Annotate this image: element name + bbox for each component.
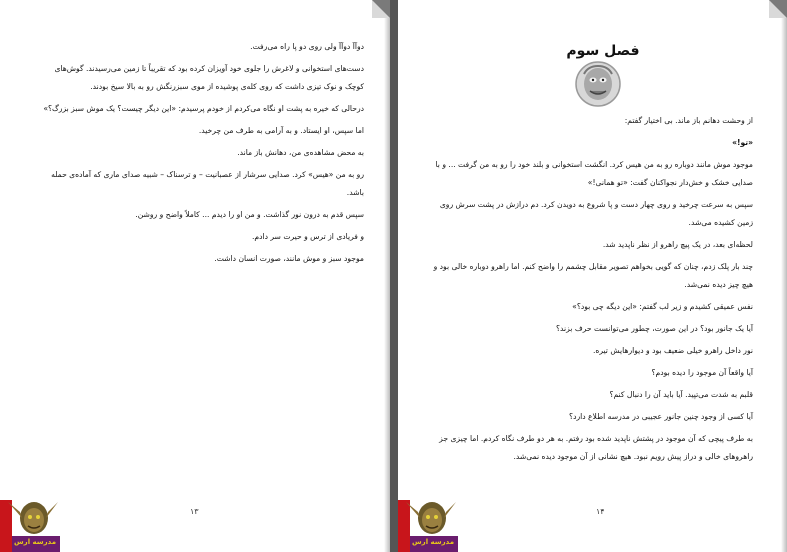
- paragraph: قلبم به شدت می‌تپید. آیا باید آن را دنبال کنم؟: [609, 390, 753, 399]
- paragraph: سپس قدم به درون نور گذاشت. و من او را دیدم ... کاملاً واضح و روشن.: [135, 210, 364, 219]
- paragraph: موجود موش مانند دوباره رو به من هیس کرد. انگشت استخوانی و بلند خود را رو به من گرفت ... و با صدایی خشک و خش‌دار نجواکنان گفت: «تو همانی!»: [435, 160, 753, 187]
- paragraph: لحظه‌ای بعد، در یک پیچ راهرو از نظر ناپدید شد.: [602, 240, 753, 249]
- paragraph: آیا کسی از وجود چنین جانور عجیبی در مدرسه اطلاع دارد؟: [569, 412, 753, 421]
- paragraph: نفس عمیقی کشیدم و زیر لب گفتم: «این دیگه چی بود؟»: [572, 302, 753, 311]
- chapter-title: فصل سوم: [566, 43, 640, 59]
- paragraph: درحالی که خیره به پشت او نگاه می‌کردم از خودم پرسیدم: «این دیگر چیست؟ یک موش سبز بزرگ؟»: [43, 104, 364, 113]
- page-corner-fold: [769, 0, 787, 18]
- right-page: [398, 0, 787, 552]
- paragraph: چند بار پلک زدم، چنان که گویی بخواهم تصویر مقابل چشمم را واضح کنم. اما راهرو دوباره خالی بود و هیچ چیز دیده نمی‌شد.: [433, 262, 753, 289]
- paragraph: آیا واقعاً آن موجود را دیده بودم؟: [651, 368, 753, 377]
- paragraph: به طرف پیچی که آن موجود در پشتش ناپدید شده بود رفتم. به هر دو طرف نگاه کردم. اما چیزی جز راهروهای خالی و دراز پیش رویم نبود. هیچ نشانی از آن موجود دیده نمی‌شد.: [439, 434, 753, 461]
- page-number: ۱۳: [190, 507, 199, 516]
- left-page: [0, 0, 390, 552]
- paragraph: رو به من «هیس» کرد. صدایی سرشار از عصبانیت – و ترسناک – شبیه صدای ماری که آماده‌ی حمله باشد.: [51, 170, 364, 197]
- paragraph: دست‌های استخوانی و لاغرش را جلوی خود آویزان کرده بود که تقریباً تا زمین می‌رسیدند. گوش‌های کوچک و نوک تیزی داشت که روی کله‌ی پوشیده از موی سبزرنگش رو به بالا سیخ بودند.: [54, 64, 364, 91]
- paragraph: آیا یک جانور بود؟ در این صورت، چطور می‌توانست حرف بزند؟: [555, 324, 753, 333]
- paragraph: از وحشت دهانم باز ماند. بی اختیار گفتم:: [624, 116, 753, 125]
- right-page-text: [428, 112, 753, 470]
- page-corner-fold: [372, 0, 390, 18]
- paragraph: اما سپس، او ایستاد. و به آرامی به طرف من چرخید.: [198, 126, 364, 135]
- page-number: ۱۴: [596, 507, 605, 516]
- logo-text: مدرسه ارس: [412, 538, 455, 546]
- creature-face-icon: [574, 60, 622, 108]
- logo-text: مدرسه ارس: [14, 538, 57, 546]
- paragraph: دوآآ دوآآ ولی روی دو پا راه می‌رفت.: [250, 42, 364, 51]
- paragraph: موجود سبز و موش مانند، صورت انسان داشت.: [214, 254, 364, 263]
- paragraph: و فریادی از ترس و حیرت سر دادم.: [251, 232, 364, 241]
- book-spine: [390, 0, 398, 552]
- paragraph: نور داخل راهرو خیلی ضعیف بود و دیوارهایش تیره.: [592, 346, 753, 355]
- goblin-logo: [0, 490, 60, 552]
- left-page-text: [40, 38, 364, 272]
- page-edge-shadow: [781, 0, 787, 552]
- goblin-logo: [398, 490, 458, 552]
- paragraph: به محض مشاهده‌ی من، دهانش باز ماند.: [237, 148, 364, 157]
- paragraph: «تو!»: [732, 138, 753, 147]
- paragraph: سپس به سرعت چرخید و روی چهار دست و پا شروع به دویدن کرد. دم درازش در پشت سرش روی زمین کشیده می‌شد.: [439, 200, 753, 227]
